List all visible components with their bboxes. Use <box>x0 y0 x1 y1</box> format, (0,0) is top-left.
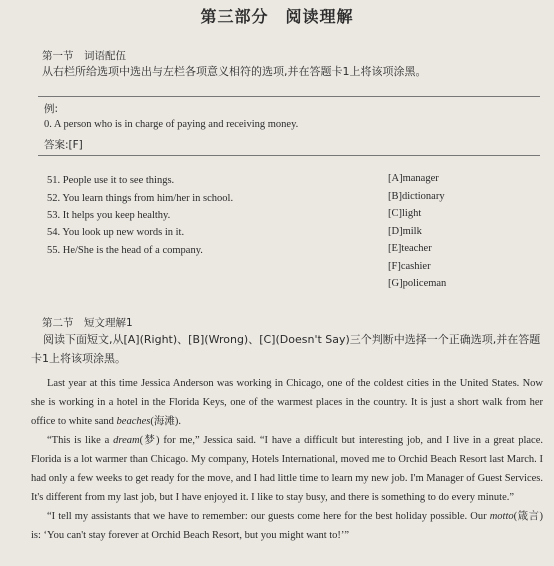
question-53: 53. It helps you keep healthy. <box>47 210 171 221</box>
passage <box>31 374 543 545</box>
question-51: 51. People use it to see things. <box>47 175 175 186</box>
section1-heading: 第一节 词语配伍 <box>42 50 126 62</box>
passage-paragraph-1: Last year at this time Jessica Anderson was working in Chicago, one of the coldest cities in the United States. Now she is working in a hotel in the Florida Keys, one of the warmest places in the country. It is just a short walk from her office to white sand beaches(海滩). <box>31 378 543 427</box>
option-a: [A]manager <box>388 173 439 184</box>
passage-paragraph-3: “I tell my assistants that we have to remember: our guests come here for the best holiday possible. Our motto(箴言) is: ‘You can't stay forever at Orchid Beach Resort, but you might want to!’” <box>31 511 543 541</box>
option-f: [F]cashier <box>388 261 431 272</box>
option-g: [G]policeman <box>388 278 447 289</box>
option-c: [C]light <box>388 208 422 219</box>
passage-paragraph-2: “This is like a dream(梦) for me,” Jessica said. “I have a difficult but interesting job, and I live in a great place. Florida is a lot warmer than Chicago. My company, Hotels International, moved me to Orchid Beach Resort last March. I had only a few weeks to get ready for the move, and I had little time to learn my new job. I'm Manager of Guest Services. It's different from my last job, but I have enjoyed it. I like to stay busy, and there is something to do every minute.” <box>31 435 543 503</box>
question-52: 52. You learn things from him/her in school. <box>47 193 234 204</box>
section1-instruction: 从右栏所给选项中选出与左栏各项意义相符的选项,并在答题卡1上将该项涂黑。 <box>42 65 427 78</box>
example-box <box>38 96 540 156</box>
example-label: 例: <box>44 103 59 115</box>
example-answer: 答案:[F] <box>44 139 83 151</box>
option-e: [E]teacher <box>388 243 432 254</box>
section2-heading: 第二节 短文理解1 <box>42 317 133 329</box>
section2-instruction <box>31 330 546 368</box>
option-b: [B]dictionary <box>388 191 445 202</box>
option-d: [D]milk <box>388 226 422 237</box>
section2-instruction-line2: 卡1上将该项涂黑。 <box>31 352 126 365</box>
example-sentence: 0. A person who is in charge of paying and receiving money. <box>44 119 299 130</box>
page-title: 第三部分 阅读理解 <box>200 7 354 26</box>
section2-instruction-line1: 阅读下面短文,从[A](Right)、[B](Wrong)、[C](Doesn't Say)三个判断中选择一个正确选项,并在答题 <box>43 333 541 346</box>
question-54: 54. You look up new words in it. <box>47 227 185 238</box>
question-55: 55. He/She is the head of a company. <box>47 245 203 256</box>
